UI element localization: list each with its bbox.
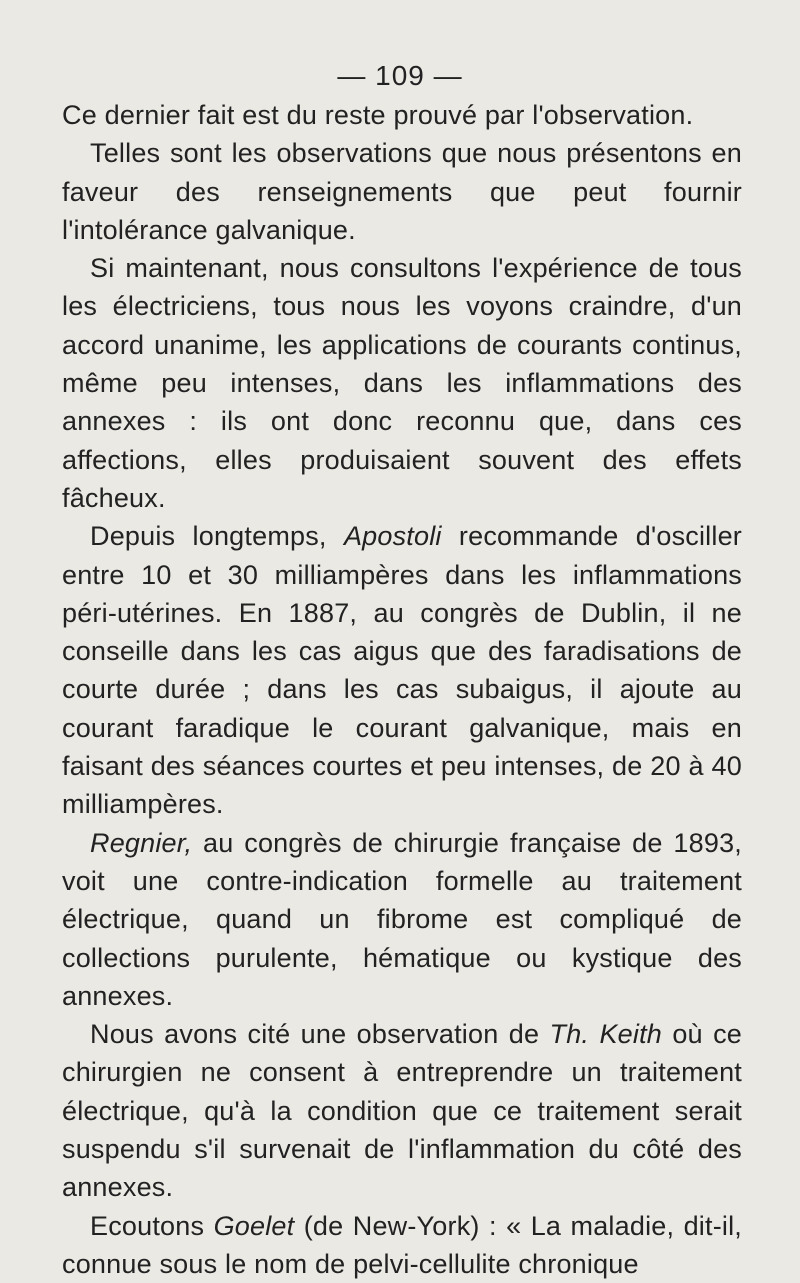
paragraph-3: Si maintenant, nous consultons l'expérience de tous les électriciens, tous nous les voyons craindre, d'un accord unanime, les applications de courants continus, même peu intenses, dans les inflammations des annexes : ils ont donc reconnu que, dans ces affections, elles produisaient souvent des effets fâcheux. [62,253,742,513]
paragraph-7-body: (de New-York) : « La maladie, dit-il, connue sous le nom de pelvi-cellulite chronique [62,1210,742,1279]
author-name-regnier: Regnier, [90,827,193,858]
paragraph-4-body: recommande d'osciller entre 10 et 30 milliampères dans les inflammations péri-utérines. En 1887, au congrès de Dublin, il ne conseille dans les cas aigus que des faradisations de courte durée ; dans les cas subaigus, il ajoute au courant faradique le courant galvanique, mais en faisant des séances courtes et peu intenses, de 20 à 40 milliampères. [62,521,742,820]
body-text [62,96,742,1283]
paragraph-2: Telles sont les observations que nous présentons en faveur des renseignements que peut fournir l'intolérance galvanique. [62,138,742,245]
author-name-apostoli: Apostoli [343,521,442,552]
paragraph-1: Ce dernier fait est du reste prouvé par l'observation. [62,100,694,130]
paragraph-7 [62,1207,742,1283]
paragraph-5-body: au congrès de chirurgie française de 1893, voit une contre-indication formelle au traitement électrique, quand un fibrome est compliqué de collections purulente, hématique ou kystique des annexes. [62,827,742,1011]
paragraph-6-lead: Nous avons cité une observation de [90,1019,550,1050]
paragraph-6 [62,1015,742,1206]
paragraph-4 [62,517,742,823]
paragraph-4-lead: Depuis longtemps, [90,521,344,552]
paragraph-7-lead: Ecoutons [90,1210,214,1241]
paragraph-6-body: où ce chirurgien ne consent à entreprendre un traitement électrique, qu'à la condition que ce traitement serait suspendu s'il survenait de l'inflammation du côté des annexes. [62,1019,742,1203]
paragraph-5 [62,824,742,1015]
page-number: — 109 — [337,60,463,91]
author-name-th-keith: Th. Keith [549,1019,662,1050]
author-name-goelet: Goelet [213,1210,295,1241]
